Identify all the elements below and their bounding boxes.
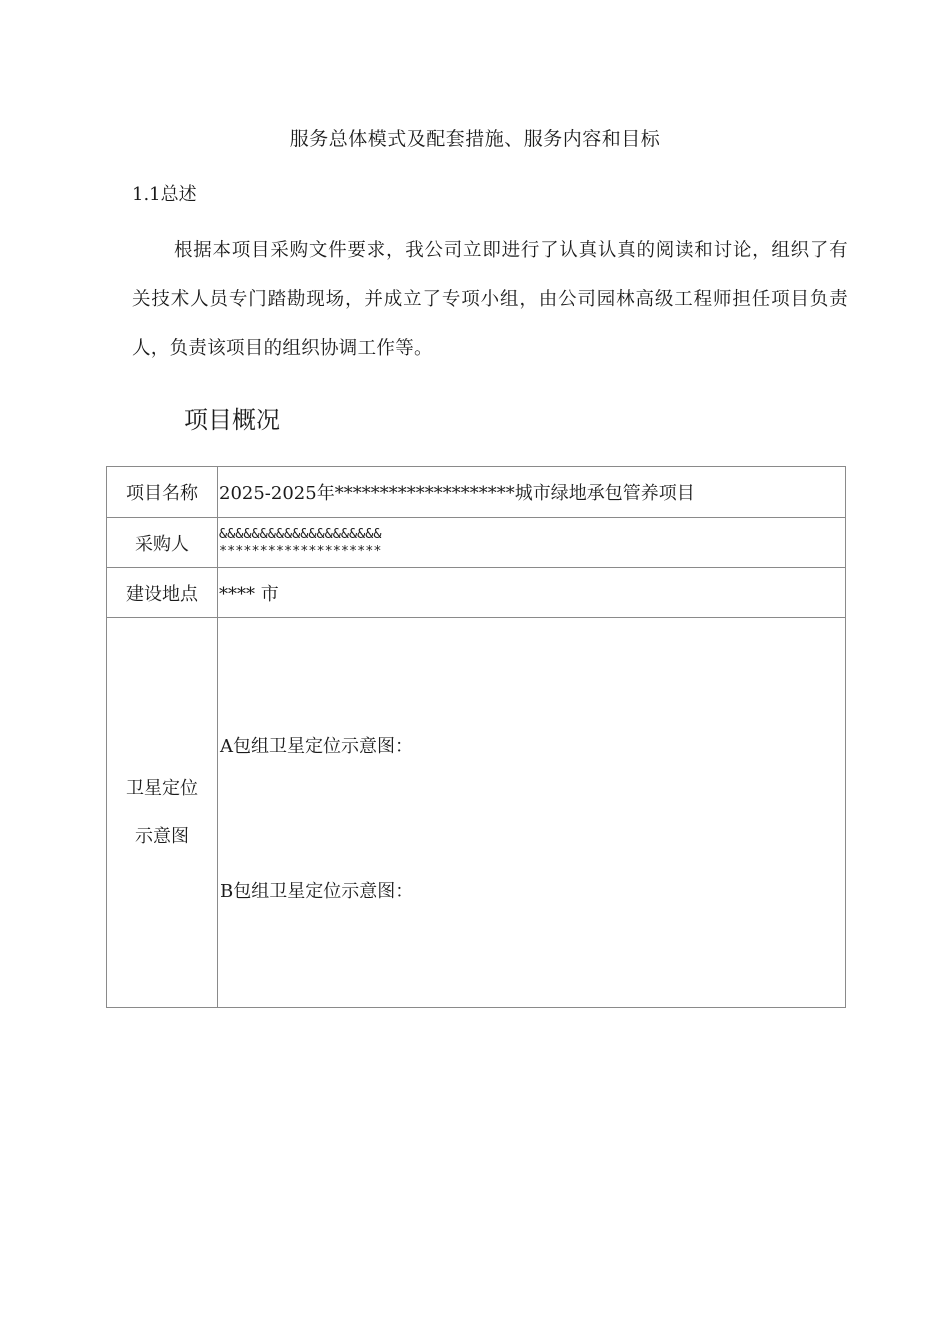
satellite-map-label <box>107 618 218 1008</box>
buyer-label: 采购人 <box>107 518 218 568</box>
site-value: **** 市 <box>218 568 846 618</box>
project-overview-table <box>106 466 846 1008</box>
document-title: 服务总体模式及配套措施、服务内容和目标 <box>289 128 661 150</box>
map-a-caption: A包组卫星定位示意图： <box>220 736 413 757</box>
project-name-value: 2025-2025年********************城市绿地承包管养项目 <box>218 467 846 518</box>
table-row-buyer <box>107 518 846 568</box>
satellite-map-label-line-1: 卫星定位 <box>126 777 198 799</box>
satellite-map-value <box>218 618 846 1008</box>
satellite-map-label-line-2: 示意图 <box>135 825 189 847</box>
table-row-project-name <box>107 467 846 518</box>
project-overview-heading: 项目概况 <box>184 406 280 434</box>
table-row-site <box>107 568 846 618</box>
buyer-value <box>218 518 846 568</box>
buyer-value-line-2: ******************** <box>219 542 382 559</box>
buyer-value-line-1: &&&&&&&&&&&&&&&&&&&& <box>219 525 382 542</box>
table-row-satellite-map <box>107 618 846 1008</box>
map-b-caption: B包组卫星定位示意图： <box>220 881 414 902</box>
site-label: 建设地点 <box>107 568 218 618</box>
overview-paragraph: 根据本项目采购文件要求，我公司立即进行了认真认真的阅读和讨论，组织了有关技术人员专门踏勘现场，并成立了专项小组，由公司园林高级工程师担任项目负责人，负责该项目的组织协调工作等。 <box>132 240 848 359</box>
project-name-label: 项目名称 <box>107 467 218 518</box>
section-heading: 1.1总述 <box>132 184 197 205</box>
